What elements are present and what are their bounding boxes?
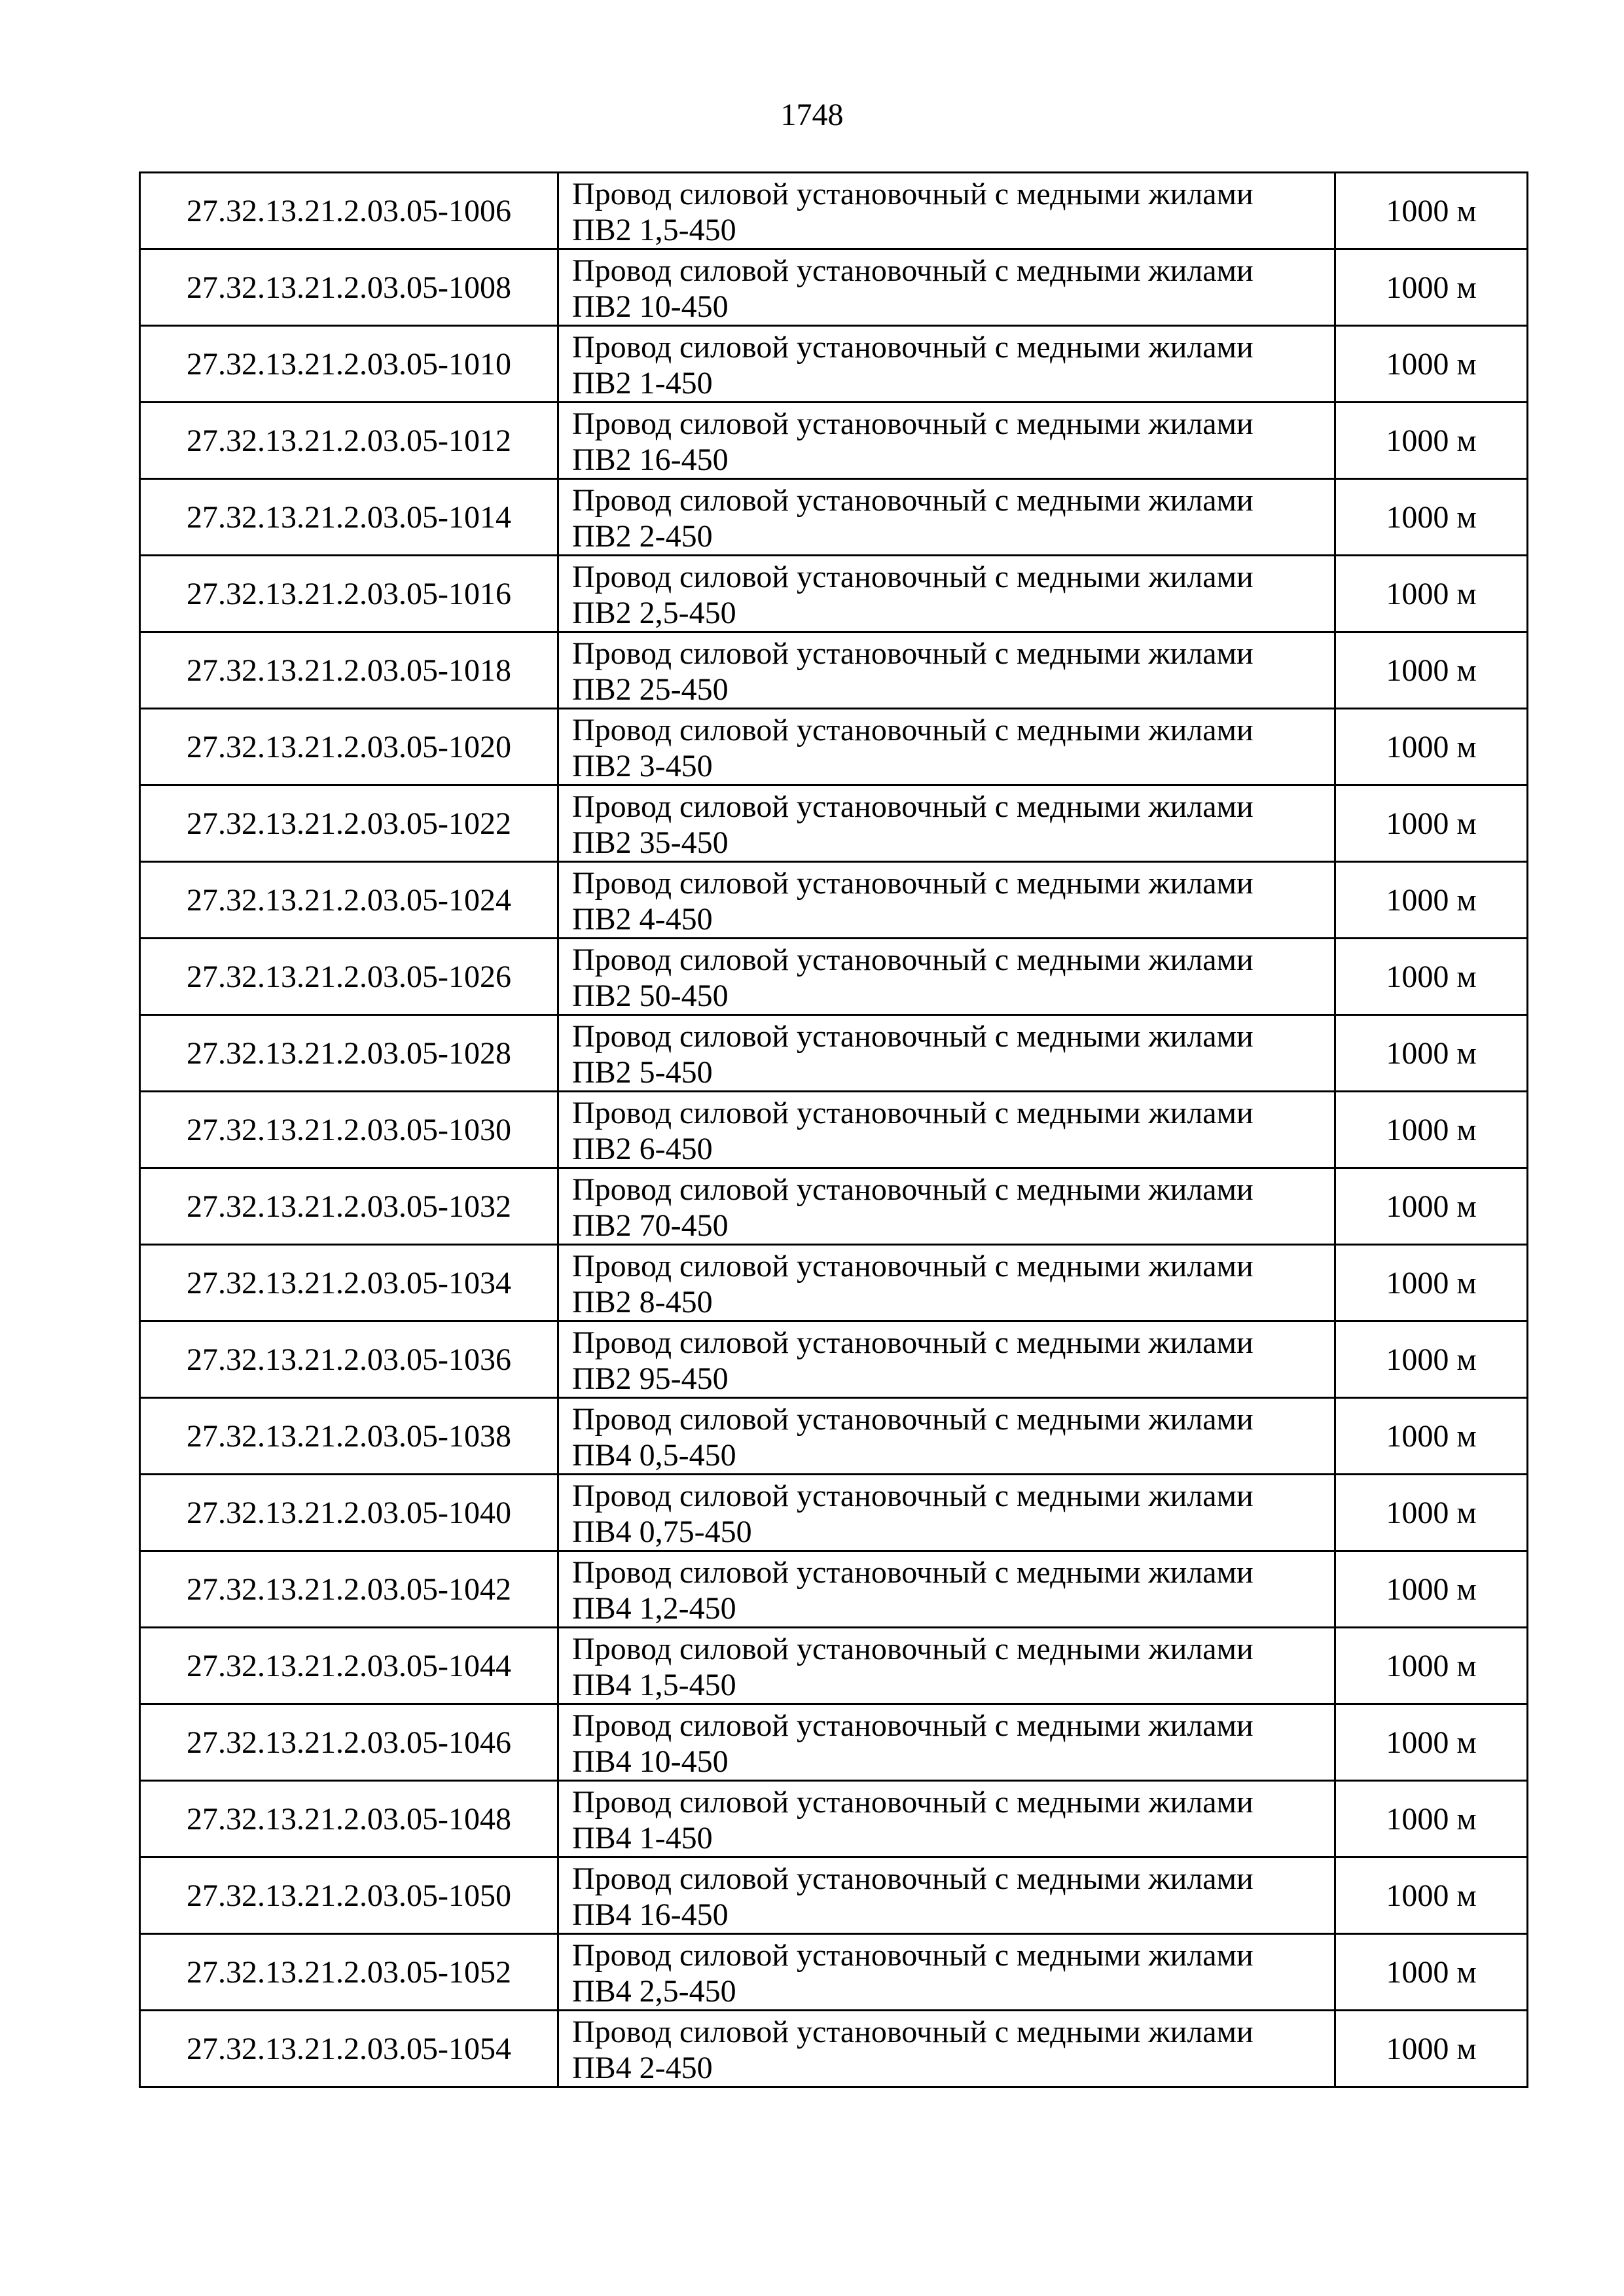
resource-unit-cell: 1000 м — [1335, 939, 1528, 1015]
resource-name-cell — [558, 1398, 1335, 1475]
resource-name-line1: Провод силовой установочный с медными жилами — [572, 1479, 1254, 1513]
table-row — [140, 556, 1528, 632]
table-row — [140, 249, 1528, 326]
resource-name-line1: Провод силовой установочный с медными жилами — [572, 942, 1254, 977]
resource-unit-cell: 1000 м — [1335, 785, 1528, 862]
table-row — [140, 785, 1528, 862]
resource-unit-cell: 1000 м — [1335, 326, 1528, 403]
resource-code-cell: 27.32.13.21.2.03.05-1012 — [140, 403, 558, 479]
table-row — [140, 1015, 1528, 1092]
resource-name-line2: ПВ4 1,5-450 — [572, 1668, 736, 1702]
resource-name-line1: Провод силовой установочный с медными жилами — [572, 1785, 1254, 1820]
table-row — [140, 403, 1528, 479]
resource-name-cell — [558, 1781, 1335, 1857]
resource-code-cell: 27.32.13.21.2.03.05-1022 — [140, 785, 558, 862]
resource-name-line1: Провод силовой установочный с медными жилами — [572, 1172, 1254, 1207]
resource-name-line2: ПВ4 0,75-450 — [572, 1515, 752, 1549]
resource-name-line2: ПВ2 2,5-450 — [572, 596, 736, 630]
resource-name-cell — [558, 1704, 1335, 1781]
resource-name-line2: ПВ2 1,5-450 — [572, 213, 736, 247]
table-row — [140, 1551, 1528, 1628]
resource-name-line1: Провод силовой установочный с медными жилами — [572, 1861, 1254, 1896]
resource-unit-cell: 1000 м — [1335, 2011, 1528, 2087]
resource-name-line2: ПВ2 5-450 — [572, 1055, 713, 1090]
resource-code-cell: 27.32.13.21.2.03.05-1032 — [140, 1168, 558, 1245]
resource-name-line1: Провод силовой установочный с медными жилами — [572, 1938, 1254, 1973]
resource-name-line2: ПВ4 10-450 — [572, 1744, 729, 1779]
resource-name-line2: ПВ2 35-450 — [572, 825, 729, 860]
resource-name-line2: ПВ4 0,5-450 — [572, 1438, 736, 1473]
resource-code-cell: 27.32.13.21.2.03.05-1036 — [140, 1321, 558, 1398]
table-row — [140, 479, 1528, 556]
resource-name-cell — [558, 709, 1335, 785]
table-row — [140, 1934, 1528, 2011]
resource-name-line2: ПВ4 2-450 — [572, 2051, 713, 2085]
resource-code-cell: 27.32.13.21.2.03.05-1018 — [140, 632, 558, 709]
table-row — [140, 1857, 1528, 1934]
resource-name-line1: Провод силовой установочный с медными жилами — [572, 713, 1254, 747]
resource-name-line1: Провод силовой установочный с медными жилами — [572, 789, 1254, 824]
resource-name-cell — [558, 785, 1335, 862]
resource-code-cell: 27.32.13.21.2.03.05-1016 — [140, 556, 558, 632]
table-row — [140, 173, 1528, 249]
resource-unit-cell: 1000 м — [1335, 1628, 1528, 1704]
resource-code-cell: 27.32.13.21.2.03.05-1026 — [140, 939, 558, 1015]
resource-name-line2: ПВ4 1,2-450 — [572, 1591, 736, 1626]
resource-code-cell: 27.32.13.21.2.03.05-1010 — [140, 326, 558, 403]
resource-code-cell: 27.32.13.21.2.03.05-1034 — [140, 1245, 558, 1321]
resource-code-cell: 27.32.13.21.2.03.05-1028 — [140, 1015, 558, 1092]
resource-unit-cell: 1000 м — [1335, 1704, 1528, 1781]
table-row — [140, 1398, 1528, 1475]
resource-name-line2: ПВ2 10-450 — [572, 289, 729, 324]
resource-code-cell: 27.32.13.21.2.03.05-1040 — [140, 1475, 558, 1551]
resource-name-line2: ПВ2 70-450 — [572, 1208, 729, 1243]
resource-name-line1: Провод силовой установочный с медными жилами — [572, 330, 1254, 365]
resource-unit-cell: 1000 м — [1335, 1475, 1528, 1551]
resource-code-cell: 27.32.13.21.2.03.05-1038 — [140, 1398, 558, 1475]
table-row — [140, 1628, 1528, 1704]
resource-unit-cell: 1000 м — [1335, 403, 1528, 479]
resource-name-line2: ПВ2 1-450 — [572, 366, 713, 401]
resource-name-cell — [558, 1475, 1335, 1551]
resource-code-cell: 27.32.13.21.2.03.05-1042 — [140, 1551, 558, 1628]
resource-name-line1: Провод силовой установочный с медными жилами — [572, 1325, 1254, 1360]
resource-unit-cell: 1000 м — [1335, 862, 1528, 939]
table-row — [140, 1475, 1528, 1551]
resource-name-line2: ПВ4 2,5-450 — [572, 1974, 736, 2009]
table-row — [140, 1245, 1528, 1321]
resource-unit-cell: 1000 м — [1335, 556, 1528, 632]
resource-unit-cell: 1000 м — [1335, 479, 1528, 556]
resource-name-line1: Провод силовой установочный с медными жилами — [572, 1402, 1254, 1437]
resource-unit-cell: 1000 м — [1335, 1934, 1528, 2011]
table-row — [140, 1704, 1528, 1781]
resource-name-cell — [558, 1092, 1335, 1168]
resource-name-cell — [558, 939, 1335, 1015]
resource-name-line1: Провод силовой установочный с медными жилами — [572, 636, 1254, 671]
resource-unit-cell: 1000 м — [1335, 1015, 1528, 1092]
resource-unit-cell: 1000 м — [1335, 1168, 1528, 1245]
resource-name-line1: Провод силовой установочный с медными жилами — [572, 1555, 1254, 1590]
resource-name-line2: ПВ2 16-450 — [572, 442, 729, 477]
table-row — [140, 939, 1528, 1015]
table-row — [140, 1781, 1528, 1857]
resource-name-line1: Провод силовой установочный с медными жилами — [572, 1249, 1254, 1283]
table-row — [140, 862, 1528, 939]
resource-name-cell — [558, 1168, 1335, 1245]
resource-name-line1: Провод силовой установочный с медными жилами — [572, 177, 1254, 211]
resource-name-cell — [558, 1551, 1335, 1628]
resource-unit-cell: 1000 м — [1335, 709, 1528, 785]
resource-unit-cell: 1000 м — [1335, 249, 1528, 326]
resource-name-line2: ПВ2 8-450 — [572, 1285, 713, 1319]
resource-code-cell: 27.32.13.21.2.03.05-1020 — [140, 709, 558, 785]
resource-name-line1: Провод силовой установочный с медными жилами — [572, 406, 1254, 441]
resource-code-cell: 27.32.13.21.2.03.05-1030 — [140, 1092, 558, 1168]
resource-unit-cell: 1000 м — [1335, 632, 1528, 709]
resource-unit-cell: 1000 м — [1335, 1321, 1528, 1398]
resource-name-cell — [558, 1628, 1335, 1704]
resource-name-line1: Провод силовой установочный с медными жилами — [572, 2015, 1254, 2049]
resource-name-line1: Провод силовой установочный с медными жилами — [572, 1019, 1254, 1054]
resource-name-cell — [558, 249, 1335, 326]
resource-code-cell: 27.32.13.21.2.03.05-1008 — [140, 249, 558, 326]
resource-name-line1: Провод силовой установочный с медными жилами — [572, 1708, 1254, 1743]
resource-unit-cell: 1000 м — [1335, 1245, 1528, 1321]
resource-unit-cell: 1000 м — [1335, 1092, 1528, 1168]
resource-code-cell: 27.32.13.21.2.03.05-1044 — [140, 1628, 558, 1704]
resource-name-line2: ПВ2 50-450 — [572, 978, 729, 1013]
resource-code-cell: 27.32.13.21.2.03.05-1048 — [140, 1781, 558, 1857]
table-row — [140, 632, 1528, 709]
resource-code-cell: 27.32.13.21.2.03.05-1054 — [140, 2011, 558, 2087]
resource-name-line2: ПВ4 1-450 — [572, 1821, 713, 1856]
resource-name-line1: Провод силовой установочный с медными жилами — [572, 1096, 1254, 1130]
resource-code-cell: 27.32.13.21.2.03.05-1050 — [140, 1857, 558, 1934]
resource-name-cell — [558, 403, 1335, 479]
resource-name-cell — [558, 2011, 1335, 2087]
resource-name-line2: ПВ2 3-450 — [572, 749, 713, 783]
table-body — [140, 173, 1528, 2087]
resource-name-cell — [558, 479, 1335, 556]
resource-unit-cell: 1000 м — [1335, 1551, 1528, 1628]
resource-unit-cell: 1000 м — [1335, 1398, 1528, 1475]
resource-name-line2: ПВ2 25-450 — [572, 672, 729, 707]
resource-code-cell: 27.32.13.21.2.03.05-1046 — [140, 1704, 558, 1781]
resource-name-line1: Провод силовой установочный с медными жилами — [572, 253, 1254, 288]
table-row — [140, 1321, 1528, 1398]
resource-table — [139, 171, 1528, 2088]
resource-code-cell: 27.32.13.21.2.03.05-1014 — [140, 479, 558, 556]
table-row — [140, 1092, 1528, 1168]
resource-name-line2: ПВ2 2-450 — [572, 519, 713, 554]
resource-name-cell — [558, 173, 1335, 249]
resource-name-cell — [558, 1245, 1335, 1321]
resource-name-line2: ПВ2 4-450 — [572, 902, 713, 937]
resource-name-cell — [558, 632, 1335, 709]
resource-name-cell — [558, 1321, 1335, 1398]
resource-name-cell — [558, 556, 1335, 632]
resource-name-line2: ПВ2 95-450 — [572, 1361, 729, 1396]
resource-name-cell — [558, 862, 1335, 939]
resource-name-cell — [558, 1934, 1335, 2011]
resource-name-line1: Провод силовой установочный с медными жилами — [572, 1632, 1254, 1666]
resource-name-cell — [558, 1857, 1335, 1934]
resource-unit-cell: 1000 м — [1335, 173, 1528, 249]
resource-name-cell — [558, 1015, 1335, 1092]
resource-name-cell — [558, 326, 1335, 403]
table-row — [140, 326, 1528, 403]
resource-code-cell: 27.32.13.21.2.03.05-1052 — [140, 1934, 558, 2011]
table-row — [140, 2011, 1528, 2087]
resource-name-line1: Провод силовой установочный с медными жилами — [572, 560, 1254, 594]
resource-unit-cell: 1000 м — [1335, 1857, 1528, 1934]
resource-code-cell: 27.32.13.21.2.03.05-1024 — [140, 862, 558, 939]
resource-name-line2: ПВ4 16-450 — [572, 1897, 729, 1932]
table-row — [140, 1168, 1528, 1245]
resource-name-line1: Провод силовой установочный с медными жилами — [572, 483, 1254, 518]
page-number: 1748 — [780, 98, 844, 132]
resource-code-cell: 27.32.13.21.2.03.05-1006 — [140, 173, 558, 249]
resource-name-line1: Провод силовой установочный с медными жилами — [572, 866, 1254, 901]
resource-unit-cell: 1000 м — [1335, 1781, 1528, 1857]
table-row — [140, 709, 1528, 785]
resource-name-line2: ПВ2 6-450 — [572, 1132, 713, 1166]
